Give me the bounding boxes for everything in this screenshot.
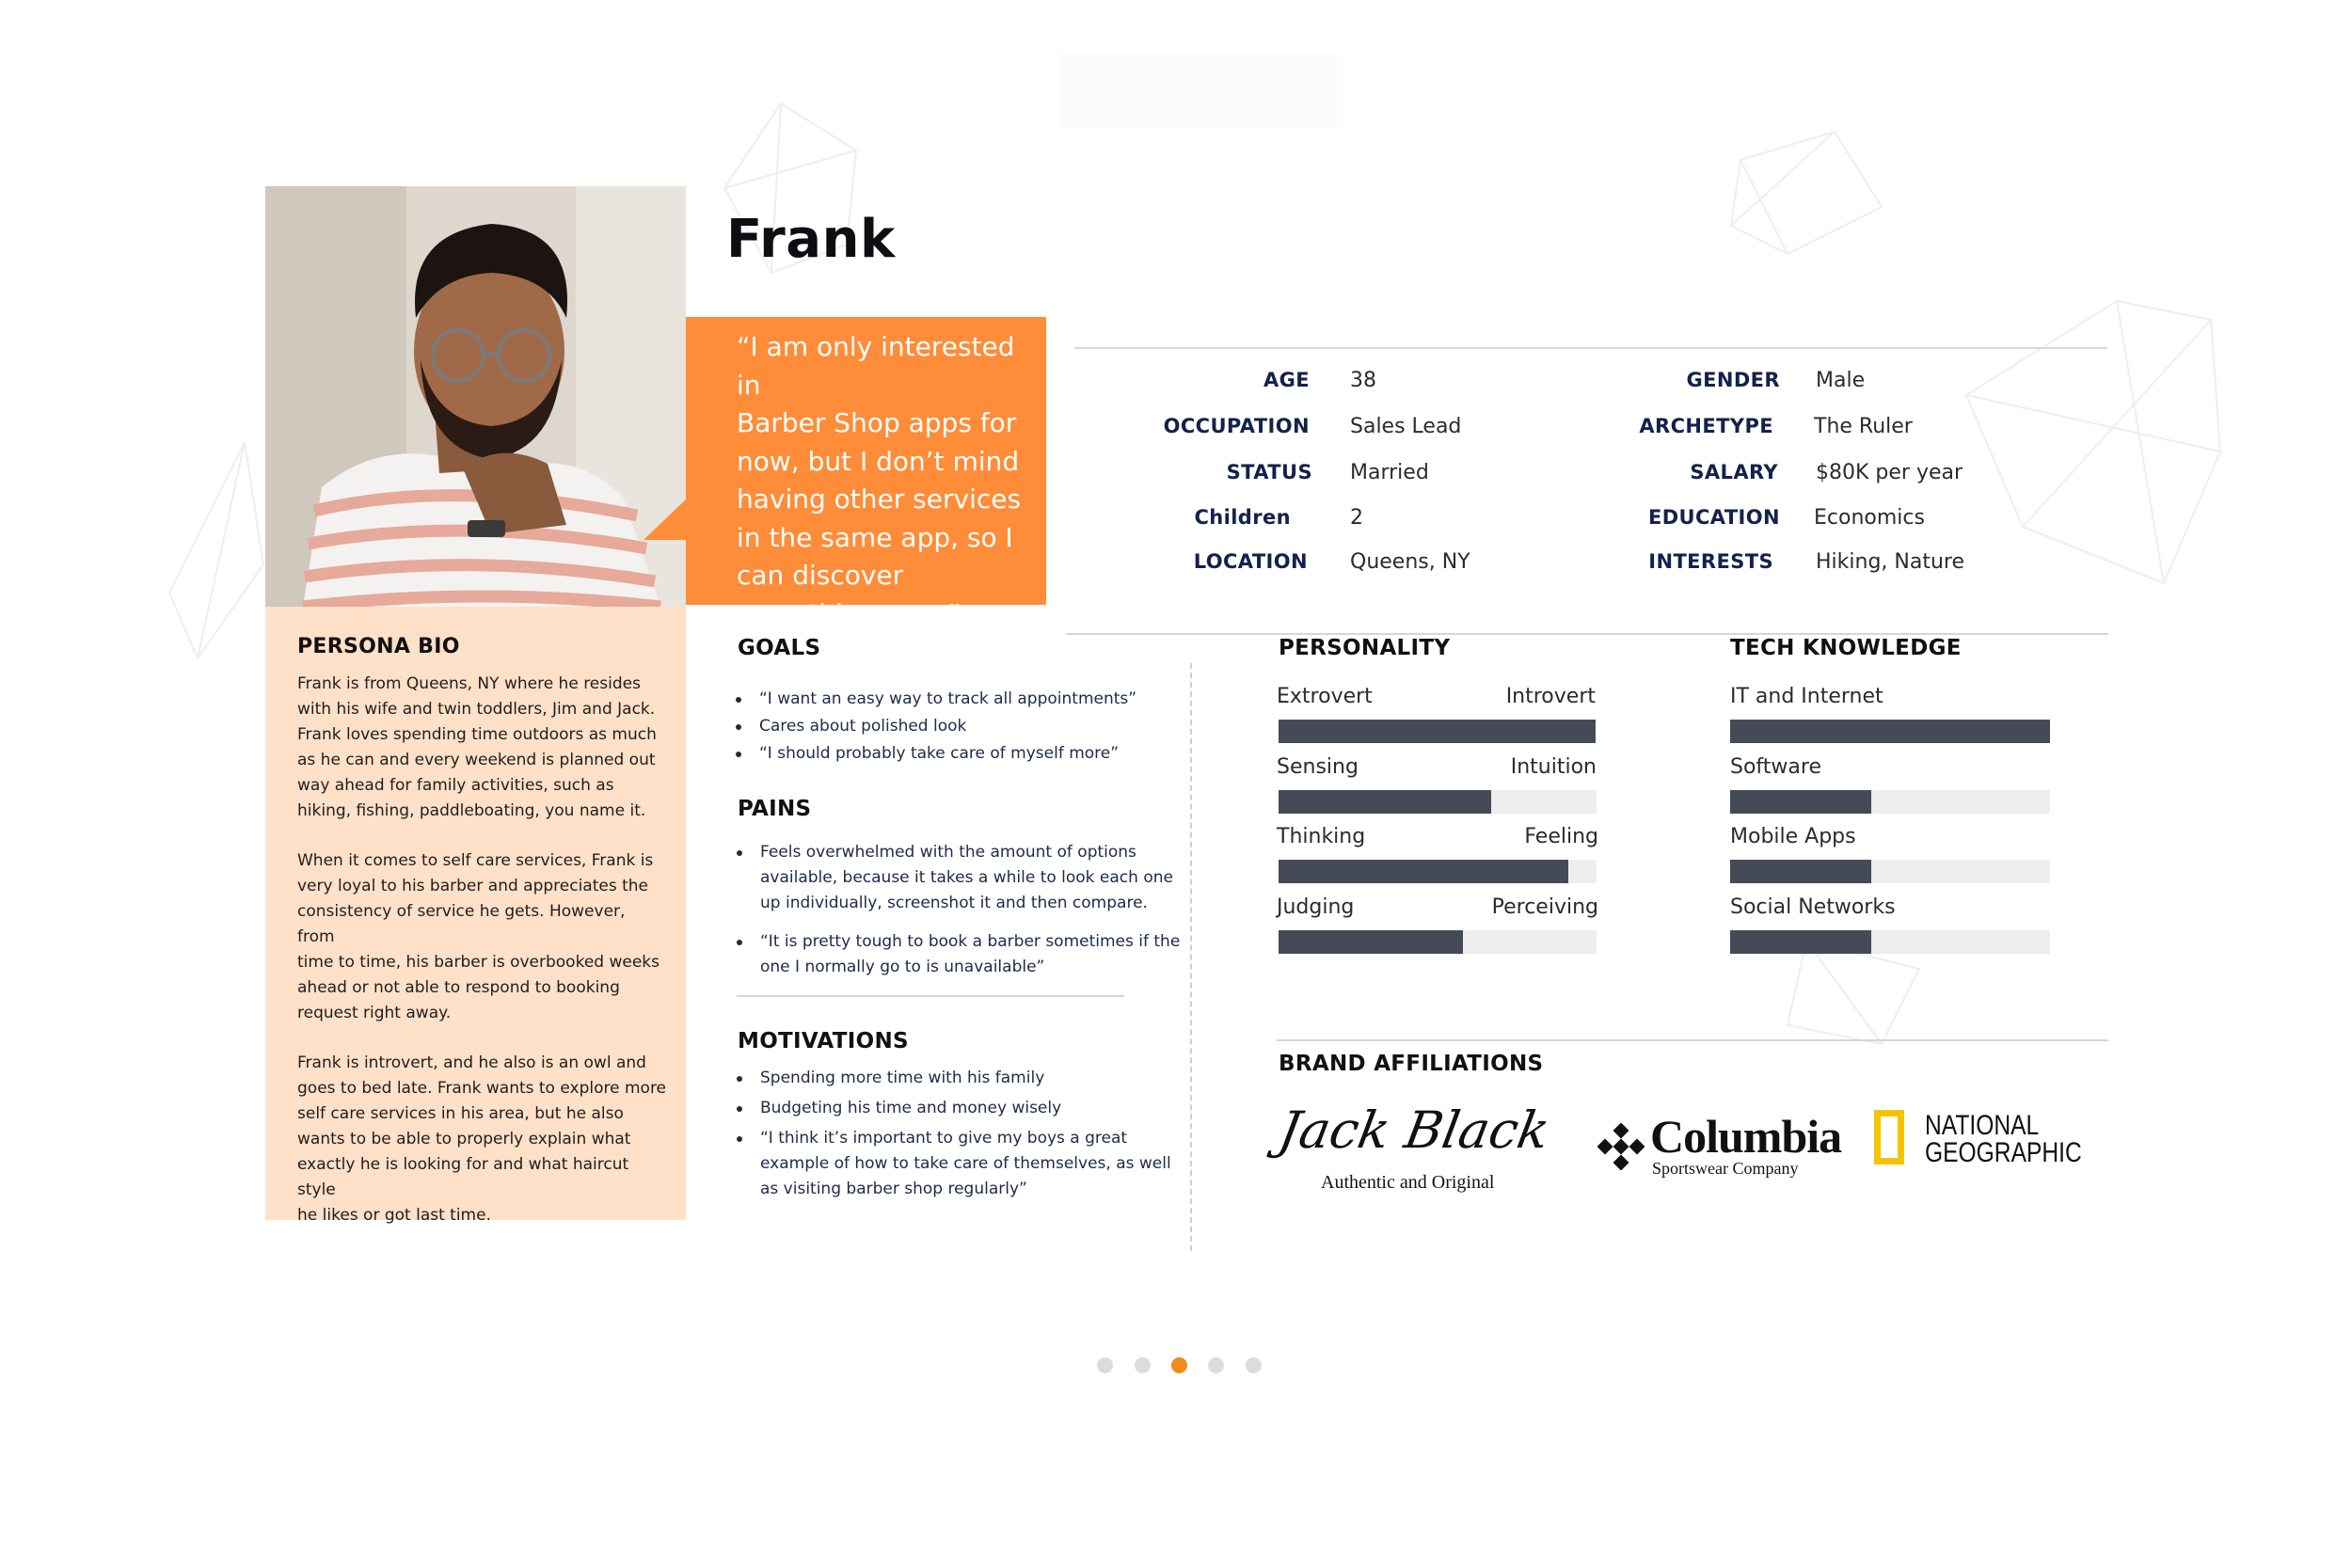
pagination-dot-3[interactable]: [1171, 1357, 1187, 1373]
trait-bar-fill: [1279, 720, 1596, 743]
top-strip: [1058, 55, 1337, 128]
trait-bar: [1279, 930, 1597, 954]
tech-title: TECH KNOWLEDGE: [1730, 636, 1962, 660]
trait-left-label: Extrovert: [1277, 685, 1373, 708]
info-label-age: AGE: [1263, 369, 1310, 391]
tech-bar-fill: [1730, 720, 2050, 743]
trait-right-label: Intuition: [1510, 755, 1597, 779]
trait-left-label: Sensing: [1277, 755, 1359, 779]
list-item: “I think it’s important to give my boys a great example of how to take care of themselves, as well as visiting barber shop regularly”: [735, 1126, 1196, 1202]
tech-bar-fill: [1730, 860, 1871, 883]
info-value-salary: $80K per year: [1816, 461, 1963, 484]
motivations-title: MOTIVATIONS: [738, 1029, 909, 1053]
trait-right-label: Introvert: [1505, 685, 1596, 708]
pagination-dot-1[interactable]: [1097, 1357, 1113, 1373]
goals-list: [734, 687, 1185, 767]
bio-paragraph: Frank is from Queens, NY where he resides with his wife and twin toddlers, Jim and Jack. Frank loves spending time outdoors as much as he can and every weekend is planned out way ahead for family activities, such as hiking, fishing, paddleboating, you name it.: [297, 674, 657, 820]
info-value-children: 2: [1350, 506, 1363, 530]
info-label-salary: SALARY: [1690, 461, 1778, 483]
list-item: “I should probably take care of myself more”: [734, 741, 1185, 767]
motivations-list: [735, 1066, 1196, 1202]
jack-black-logo: Jack Black Authentic and Original: [1274, 1101, 1554, 1193]
columbia-diamond-icon: [1597, 1123, 1645, 1170]
list-item: “It is pretty tough to book a barber sometimes if the one I normally go to is unavailable”: [735, 929, 1186, 980]
pains-list: [735, 840, 1186, 980]
trait-left-label: Thinking: [1277, 825, 1366, 848]
pagination-dot-4[interactable]: [1208, 1357, 1224, 1373]
tech-bar: [1730, 720, 2050, 743]
persona-name: Frank: [726, 209, 896, 270]
tech-label: Mobile Apps: [1730, 825, 1856, 848]
persona-quote: “I am only interested in Barber Shop apps for now, but I don’t mind having other services in the same app, so I can discover something new ”: [686, 317, 1046, 605]
info-label-status: STATUS: [1226, 461, 1312, 483]
info-value-interests: Hiking, Nature: [1816, 550, 1965, 574]
info-value-gender: Male: [1816, 369, 1866, 392]
trait-bar: [1279, 860, 1597, 883]
trait-bar: [1279, 720, 1596, 743]
list-item: Budgeting his time and money wisely: [735, 1096, 1196, 1121]
info-label-education: EDUCATION: [1647, 506, 1780, 529]
trait-bar-fill: [1279, 860, 1568, 883]
column-divider: [1190, 663, 1192, 1251]
quote-tail: [644, 499, 687, 540]
national-geographic-logo: NATIONAL GEOGRAPHIC: [1874, 1110, 2100, 1178]
info-value-age: 38: [1350, 369, 1376, 392]
info-label-interests: INTERESTS: [1648, 550, 1773, 573]
pains-title: PAINS: [738, 797, 812, 821]
info-label-gender: GENDER: [1686, 369, 1780, 391]
info-label-location: LOCATION: [1193, 550, 1308, 573]
trait-right-label: Perceiving: [1491, 895, 1598, 919]
divider: [1074, 347, 2107, 349]
tech-bar-fill: [1730, 790, 1871, 814]
tech-label: Social Networks: [1730, 895, 1896, 919]
columbia-logo: Columbia Sportswear Company: [1597, 1116, 1823, 1183]
tech-bar: [1730, 790, 2050, 814]
list-item: Feels overwhelmed with the amount of options available, because it takes a while to look each one up individually, screenshot it and then compare.: [735, 840, 1186, 916]
personality-title: PERSONALITY: [1279, 636, 1451, 660]
list-item: Spending more time with his family: [735, 1066, 1196, 1091]
persona-photo: [265, 186, 686, 607]
tech-bar: [1730, 860, 2050, 883]
divider: [1066, 633, 2108, 635]
info-value-status: Married: [1350, 461, 1429, 484]
pagination-dot-5[interactable]: [1246, 1357, 1262, 1373]
trait-right-label: Feeling: [1524, 825, 1598, 848]
persona-bio-title: PERSONA BIO: [297, 635, 460, 658]
tech-bar-fill: [1730, 930, 1871, 954]
info-value-occupation: Sales Lead: [1350, 415, 1462, 438]
info-value-location: Queens, NY: [1350, 550, 1470, 574]
brand-title: BRAND AFFILIATIONS: [1279, 1052, 1544, 1076]
trait-bar-fill: [1279, 790, 1491, 814]
info-label-occupation: OCCUPATION: [1163, 415, 1310, 437]
info-label-archetype: ARCHETYPE: [1639, 415, 1773, 437]
natgeo-frame-icon: [1874, 1110, 1904, 1164]
pagination-dot-2[interactable]: [1135, 1357, 1151, 1373]
bio-paragraph: When it comes to self care services, Frank is very loyal to his barber and appreciates the consistency of service he gets. However, from time to time, his barber is overbooked weeks ahead or not able to respond to booking request right away.: [297, 851, 660, 1022]
trait-bar: [1279, 790, 1597, 814]
list-item: Cares about polished look: [734, 714, 1185, 739]
bio-paragraph: Frank is introvert, and he also is an owl and goes to bed late. Frank wants to explore more self care services in his area, but he also wants to be able to properly explain what exactly he is looking for and what haircut style he likes or got last time.: [297, 1053, 667, 1225]
goals-title: GOALS: [738, 636, 821, 660]
list-item: “I want an easy way to track all appointments”: [734, 687, 1185, 712]
persona-bio: [265, 607, 686, 1225]
divider: [737, 995, 1124, 997]
trait-left-label: Judging: [1277, 895, 1355, 919]
info-label-children: Children: [1194, 506, 1291, 529]
info-value-archetype: The Ruler: [1814, 415, 1913, 438]
info-value-education: Economics: [1814, 506, 1925, 530]
tech-bar: [1730, 930, 2050, 954]
tech-label: IT and Internet: [1730, 685, 1883, 708]
tech-label: Software: [1730, 755, 1821, 779]
trait-bar-fill: [1279, 930, 1463, 954]
divider: [1277, 1039, 2108, 1041]
